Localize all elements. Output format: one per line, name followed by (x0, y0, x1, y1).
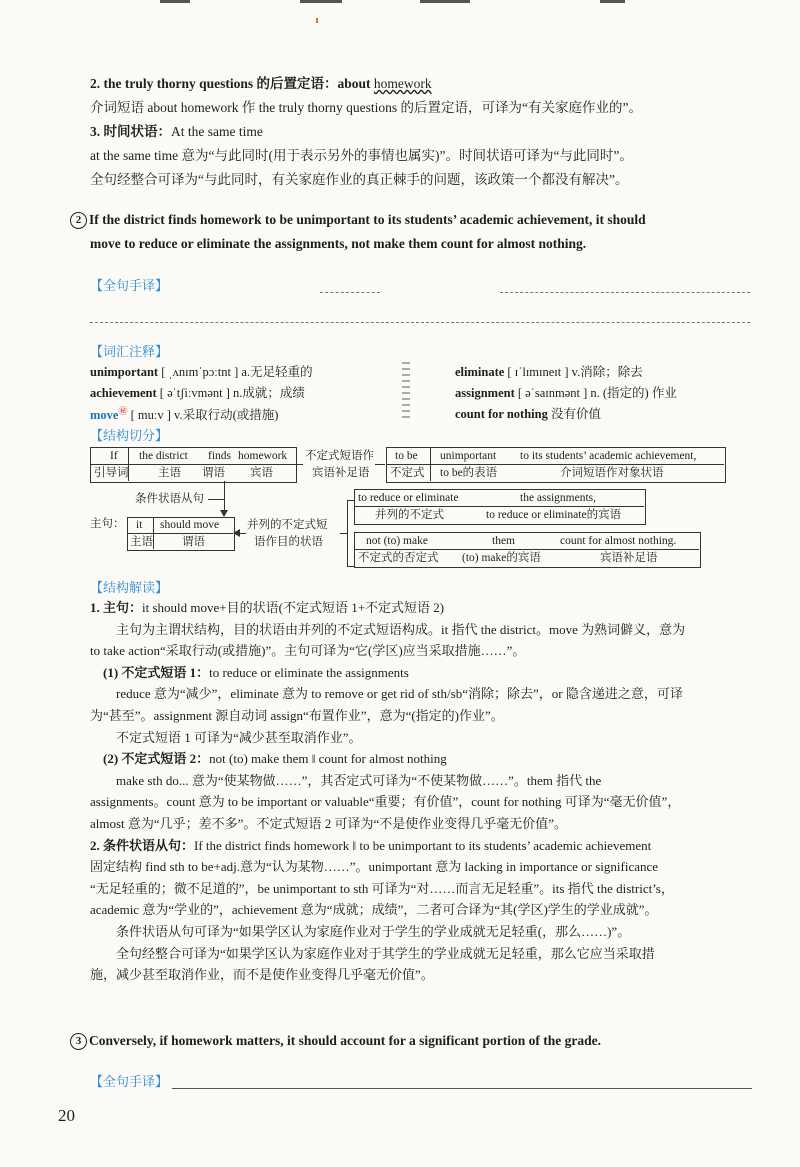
sub-heading-2: (2) 不定式短语 2：not (to) make them ‖ count for almost nothing (103, 751, 447, 767)
it-label: 主语 (130, 536, 153, 548)
vocab-achievement: achievement [ əˈtʃiːvmənt ] n.成就；成绩 (90, 386, 305, 400)
answer-line (320, 292, 380, 293)
reduce-label: 并列的不定式 (375, 509, 444, 521)
it-word: it (136, 519, 143, 531)
para: academic 意为“学业的”，achievement 意为“成就；成绩”，二者可合译为“其(学区)学生的学业成就”。 (90, 902, 658, 918)
para: 固定结构 find sth to be+adj.意为“认为某物……”。unimportant 意为 lacking in importance or significance (90, 859, 659, 875)
sentence-number: 3 (70, 1033, 87, 1050)
tag-vocab: 【词汇注释】 (90, 345, 169, 360)
subject-word: the district (139, 450, 188, 462)
count-label: 宾语补足语 (600, 552, 658, 564)
page-number: 20 (58, 1106, 75, 1125)
para: 为“甚至”。assignment 源自动词 assign“布置作业”，意为“(指定的)作业”。 (90, 707, 504, 723)
top-scan-mark (160, 0, 190, 3)
vocab-assignment: assignment [ əˈsaɪnmənt ] n. (指定的) 作业 (455, 386, 677, 400)
infinitive-comp-label: 不定式短语作 (305, 450, 374, 462)
should-move-label: 谓语 (182, 536, 205, 548)
para: 不定式短语 1 可译为“减少甚至取消作业”。 (116, 729, 362, 745)
sub-heading-1: (1) 不定式短语 1：to reduce or eliminate the assignments (103, 664, 409, 680)
object-label: 宾语 (250, 467, 273, 479)
full-translation: 全句经整合可译为“如果学区认为家庭作业对于其学生的学业成就无足轻重，那么它应当采取措 (116, 945, 655, 961)
verb-label: 谓语 (202, 467, 225, 479)
tag-translate-2: 【全句手译】 (90, 1075, 169, 1090)
prep-label: 介词短语作对象状语 (560, 467, 664, 479)
answer-line (500, 292, 750, 293)
infinitive-comp-label-2: 宾语补足语 (312, 467, 370, 479)
them-label: (to) make的宾语 (462, 552, 541, 564)
para: 条件状语从句可译为“如果学区认为家庭作业对于学生的学业成就无足轻重(，那么……)”。 (116, 923, 631, 939)
top-scan-mark (420, 0, 470, 3)
divider-dots (402, 362, 410, 422)
structure-diagram (90, 447, 760, 577)
tag-translate: 【全句手译】 (90, 279, 169, 294)
item-3-heading: 3. 时间状语：At the same time (90, 124, 263, 139)
to-be-label: 不定式 (390, 467, 425, 479)
assignments-word: the assignments, (520, 492, 597, 504)
para: 主句为主谓状结构，目的状语由并列的不定式短语构成。it 指代 the district。move 为熟词僻义，意为 (116, 621, 686, 637)
arrow-down-icon (220, 510, 228, 517)
parallel-label: 并列的不定式短 (247, 519, 328, 531)
main-label: 主句： (90, 518, 125, 530)
subject-label: 主语 (158, 467, 181, 479)
not-make-label: 不定式的否定式 (358, 552, 439, 564)
tag-structure: 【结构切分】 (90, 429, 169, 444)
prev-section (90, 72, 750, 192)
tag-analysis: 【结构解读】 (90, 581, 169, 596)
item-2-heading: 2. the truly thorny questions 的后置定语：about homework (90, 76, 432, 91)
vocab-eliminate: eliminate [ ɪˈlɪmɪneɪt ] v.消除；除去 (455, 365, 643, 379)
para: almost 意为“几乎；差不多”。不定式短语 2 可译为“不是使作业变得几乎毫无价值”。 (90, 815, 567, 831)
cond-label: 条件状语从句 (135, 493, 204, 505)
vocab-move: move㊙ [ muːv ] v.采取行动(或措施) (90, 406, 279, 423)
para: “无足轻重的；微不足道的”，be unimportant to sth 可译为“对……而言无足轻重”。its 指代 the district’s， (90, 880, 674, 896)
full-translation: 施，减少甚至取消作业，而不是使作业变得几乎毫无价值”。 (90, 967, 434, 983)
top-scan-mark (600, 0, 625, 3)
ink-mark (316, 18, 318, 23)
main-clause-heading: 1. 主句：it should move+目的状语(不定式短语 1+不定式短语 2) (90, 600, 445, 615)
not-make-word: not (to) make (366, 535, 428, 547)
top-scan-mark (300, 0, 342, 3)
para: assignments。count 意为 to be important or valuable“重要；有价值”，count for nothing 可译为“毫无价值”， (90, 794, 681, 810)
sentence-line: move to reduce or eliminate the assignments, not make them count for almost nothing. (90, 236, 587, 251)
reduce-word: to reduce or eliminate (358, 492, 459, 504)
unimportant-word: unimportant (440, 450, 497, 462)
should-move-word: should move (160, 519, 220, 531)
vocab-count-for-nothing: count for nothing 没有价值 (455, 407, 601, 421)
para: to take action“采取行动(或措施)”。主句可译为“它(学区)应当采取措施……”。 (90, 643, 526, 659)
sentence-2 (70, 208, 750, 256)
verb-word: finds (208, 450, 231, 462)
sentence-3 (70, 1029, 750, 1053)
assignments-label: to reduce or eliminate的宾语 (486, 509, 622, 521)
sentence-line: If the district finds homework to be unimportant to its students’ academic achievement, it should (89, 212, 646, 227)
answer-line (172, 1088, 752, 1089)
full-translation: 全句经整合可译为“与此同时，有关家庭作业的真正棘手的问题，该政策一个都没有解决”。 (90, 172, 629, 187)
object-word: homework (238, 450, 288, 462)
sentence-line: Conversely, if homework matters, it should account for a significant portion of the grade. (89, 1033, 601, 1048)
to-be-word: to be (395, 450, 418, 462)
para: make sth do... 意为“使某物做……”，其否定式可译为“不使某物做……”。them 指代 the (116, 772, 602, 788)
item-2-desc: 介词短语 about homework 作 the truly thorny questions 的后置定语，可译为“有关家庭作业的”。 (90, 100, 642, 115)
prep-phrase: to its students’ academic achievement, (520, 450, 697, 462)
answer-line (90, 322, 750, 323)
if-word: If (110, 450, 118, 462)
sentence-number: 2 (70, 212, 87, 229)
if-label: 引导词 (94, 467, 129, 479)
count-word: count for almost nothing. (560, 535, 677, 547)
vocab-unimportant: unimportant [ ˌʌnɪmˈpɔːtnt ] a.无足轻重的 (90, 365, 313, 379)
cond-heading: 2. 条件状语从句：If the district finds homework ‖ to be unimportant to its students’ academic achievement (90, 837, 652, 853)
unimportant-label: to be的表语 (440, 467, 498, 479)
item-3-desc: at the same time 意为“与此同时(用于表示另外的事情也属实)”。时间状语可译为“与此同时”。 (90, 148, 633, 163)
them-word: them (492, 535, 515, 547)
para: reduce 意为“减少”，eliminate 意为 to remove or get rid of sth/sb“消除；除去”，or 隐含递进之意，可译 (116, 686, 683, 702)
arrow-left-icon (233, 529, 240, 537)
parallel-label-2: 语作目的状语 (254, 536, 323, 548)
analysis (90, 597, 755, 986)
